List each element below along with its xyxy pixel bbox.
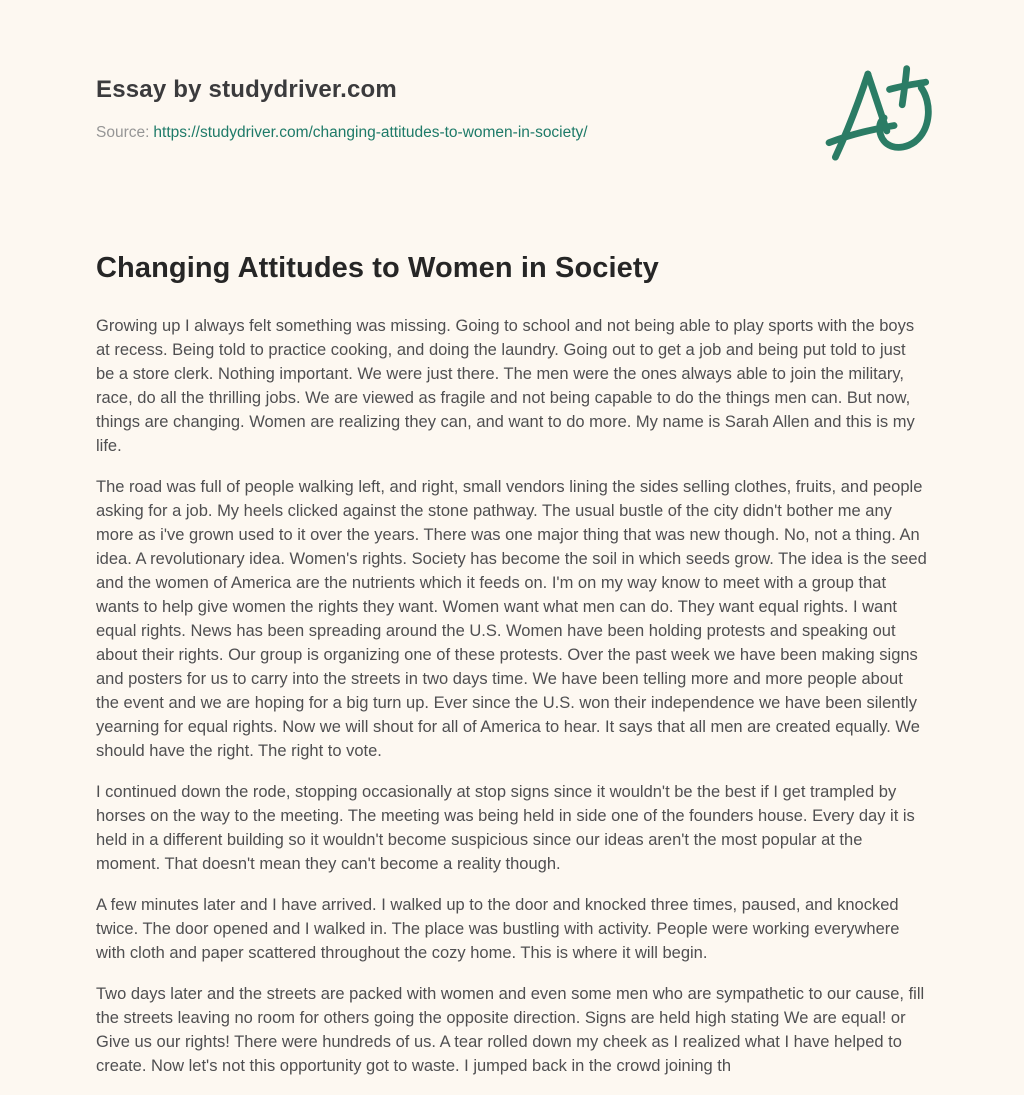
source-label: Source: [96, 124, 150, 141]
a-plus-logo-icon [820, 60, 932, 164]
brand-title: Essay by studydriver.com [96, 76, 397, 103]
source-link[interactable]: https://studydriver.com/changing-attitudes-to-women-in-society/ [153, 124, 588, 141]
essay-body [96, 314, 928, 1095]
essay-paragraph: A few minutes later and I have arrived. I walked up to the door and knocked three times, paused, and knocked twice. The door opened and I walked in. The place was bustling with activity. People were working everywhere with cloth and paper scattered throughout the cozy home. This is where it will begin. [96, 896, 900, 962]
essay-paragraph: The road was full of people walking left, and right, small vendors lining the sides selling clothes, fruits, and people asking for a job. My heels clicked against the stone pathway. The usual bustle of the city didn't bother me any more as i've grown used to it over the years. There was one major thing that was new though. No, not a thing. An idea. A revolutionary idea. Women's rights. Society has become the soil in which seeds grow. The idea is the seed and the women of America are the nutrients which it feeds on. I'm on my way know to meet with a group that wants to help give women the rights they want. Women want what men can do. They want equal rights. I want equal rights. News has been spreading around the U.S. Women have been holding protests and speaking out about their rights. Our group is organizing one of these protests. Over the past week we have been making signs and posters for us to carry into the streets in two days time. We have been telling more and more people about the event and we are hoping for a big turn up. Ever since the U.S. won their independence we have been silently yearning for equal rights. Now we will shout for all of America to hear. It says that all men are created equally. We should have the right. The right to vote. [96, 478, 927, 760]
essay-paragraph: Two days later and the streets are packed with women and even some men who are sympathetic to our cause, fill the streets leaving no room for others going the opposite direction. Signs are held high stating We are equal! or Give us our rights! There were hundreds of us. A tear rolled down my cheek as I realized what I have helped to create. Now let's not this opportunity got to waste. I jumped back in the crowd joining th [96, 985, 925, 1075]
document-title: Changing Attitudes to Women in Society [96, 252, 659, 284]
essay-paragraph: Growing up I always felt something was missing. Going to school and not being able to play sports with the boys at recess. Being told to practice cooking, and doing the laundry. Going out to get a job and being put told to just be a store clerk. Nothing important. We were just there. The men were the ones always able to join the military, race, do all the thrilling jobs. We are viewed as fragile and not being capable to do the things men can. But now, things are changing. Women are realizing they can, and want to do more. My name is Sarah Allen and this is my life. [96, 317, 915, 455]
essay-paragraph: I continued down the rode, stopping occasionally at stop signs since it wouldn't be the best if I get trampled by horses on the way to the meeting. The meeting was being held in side one of the founders house. Every day it is held in a different building so it wouldn't become suspicious since our ideas aren't the most popular at the moment. That doesn't mean they can't become a reality though. [96, 783, 915, 873]
source-line [96, 124, 588, 142]
